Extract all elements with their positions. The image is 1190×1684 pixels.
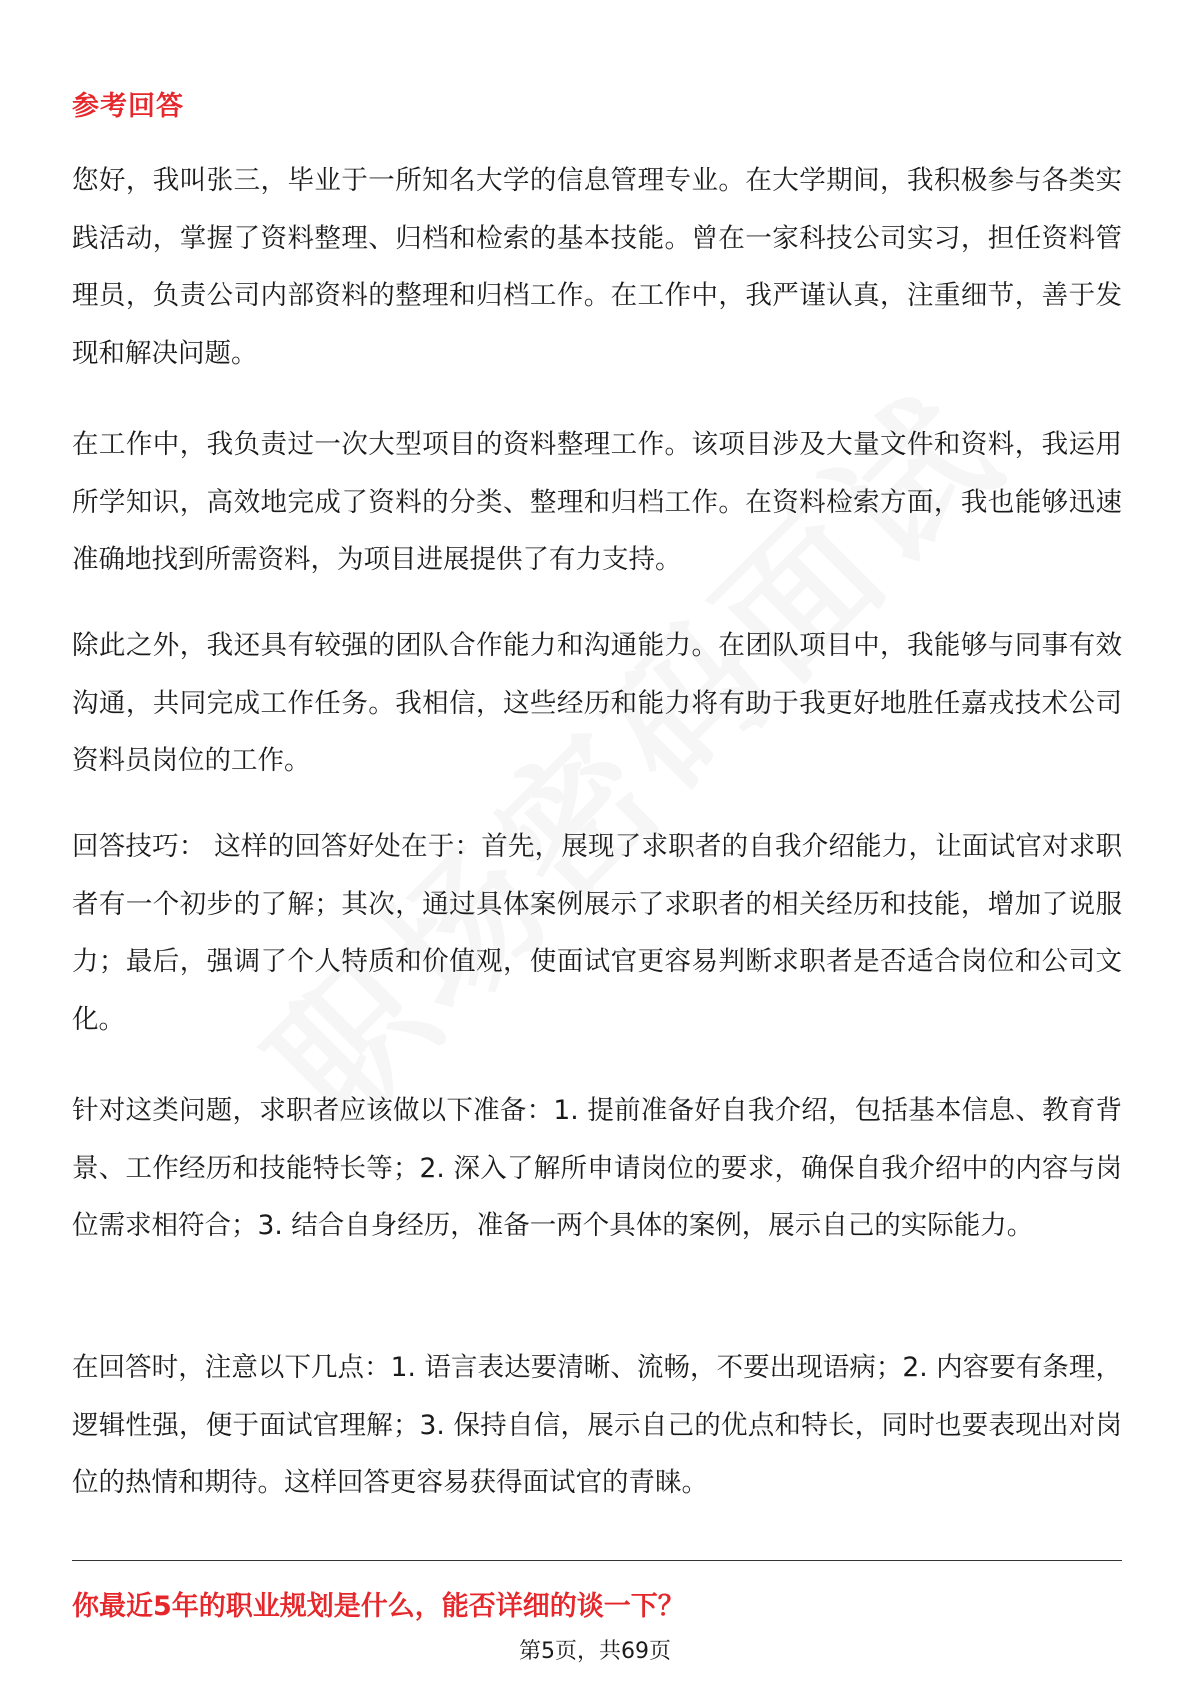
preparation-paragraph: 针对这类问题，求职者应该做以下准备：1. 提前准备好自我介绍，包括基本信息、教育背景、工作经历和技能特长等；2. 深入了解所申请岗位的要求，确保自我介绍中的内容与岗位需求相符合；3. 结合自身经历，准备一两个具体的案例，展示自己的实际能力。 [72,1095,1122,1241]
notes-paragraph: 在回答时，注意以下几点：1. 语言表达要清晰、流畅，不要出现语病；2. 内容要有条理，逻辑性强，便于面试官理解；3. 保持自信，展示自己的优点和特长，同时也要表现出对岗位的热情和期待。这样回答更容易获得面试官的青睐。 [72,1352,1122,1498]
next-question-heading: 你最近5年的职业规划是什么，能否详细的谈一下？ [72,1591,685,1622]
page-number: 第5页，共69页 [519,1639,671,1664]
answer-paragraph: 您好，我叫张三，毕业于一所知名大学的信息管理专业。在大学期间，我积极参与各类实践活动，掌握了资料整理、归档和检索的基本技能。曾在一家科技公司实习，担任资料管理员，负责公司内部资料的整理和归档工作。在工作中，我严谨认真，注重细节，善于发现和解决问题。 [72,165,1122,369]
divider [72,1560,1122,1561]
answer-paragraph: 除此之外，我还具有较强的团队合作能力和沟通能力。在团队项目中，我能够与同事有效沟通，共同完成工作任务。我相信，这些经历和能力将有助于我更好地胜任嘉戎技术公司资料员岗位的工作。 [72,630,1122,776]
answer-paragraph: 在工作中，我负责过一次大型项目的资料整理工作。该项目涉及大量文件和资料，我运用所学知识，高效地完成了资料的分类、整理和归档工作。在资料检索方面，我也能够迅速准确地找到所需资料，为项目进展提供了有力支持。 [72,429,1122,575]
tips-paragraph: 回答技巧： 这样的回答好处在于：首先，展现了求职者的自我介绍能力，让面试官对求职者有一个初步的了解；其次，通过具体案例展示了求职者的相关经历和技能，增加了说服力；最后，强调了个人特质和价值观，使面试官更容易判断求职者是否适合岗位和公司文化。 [72,831,1122,1035]
section-title: 参考回答 [72,91,184,122]
